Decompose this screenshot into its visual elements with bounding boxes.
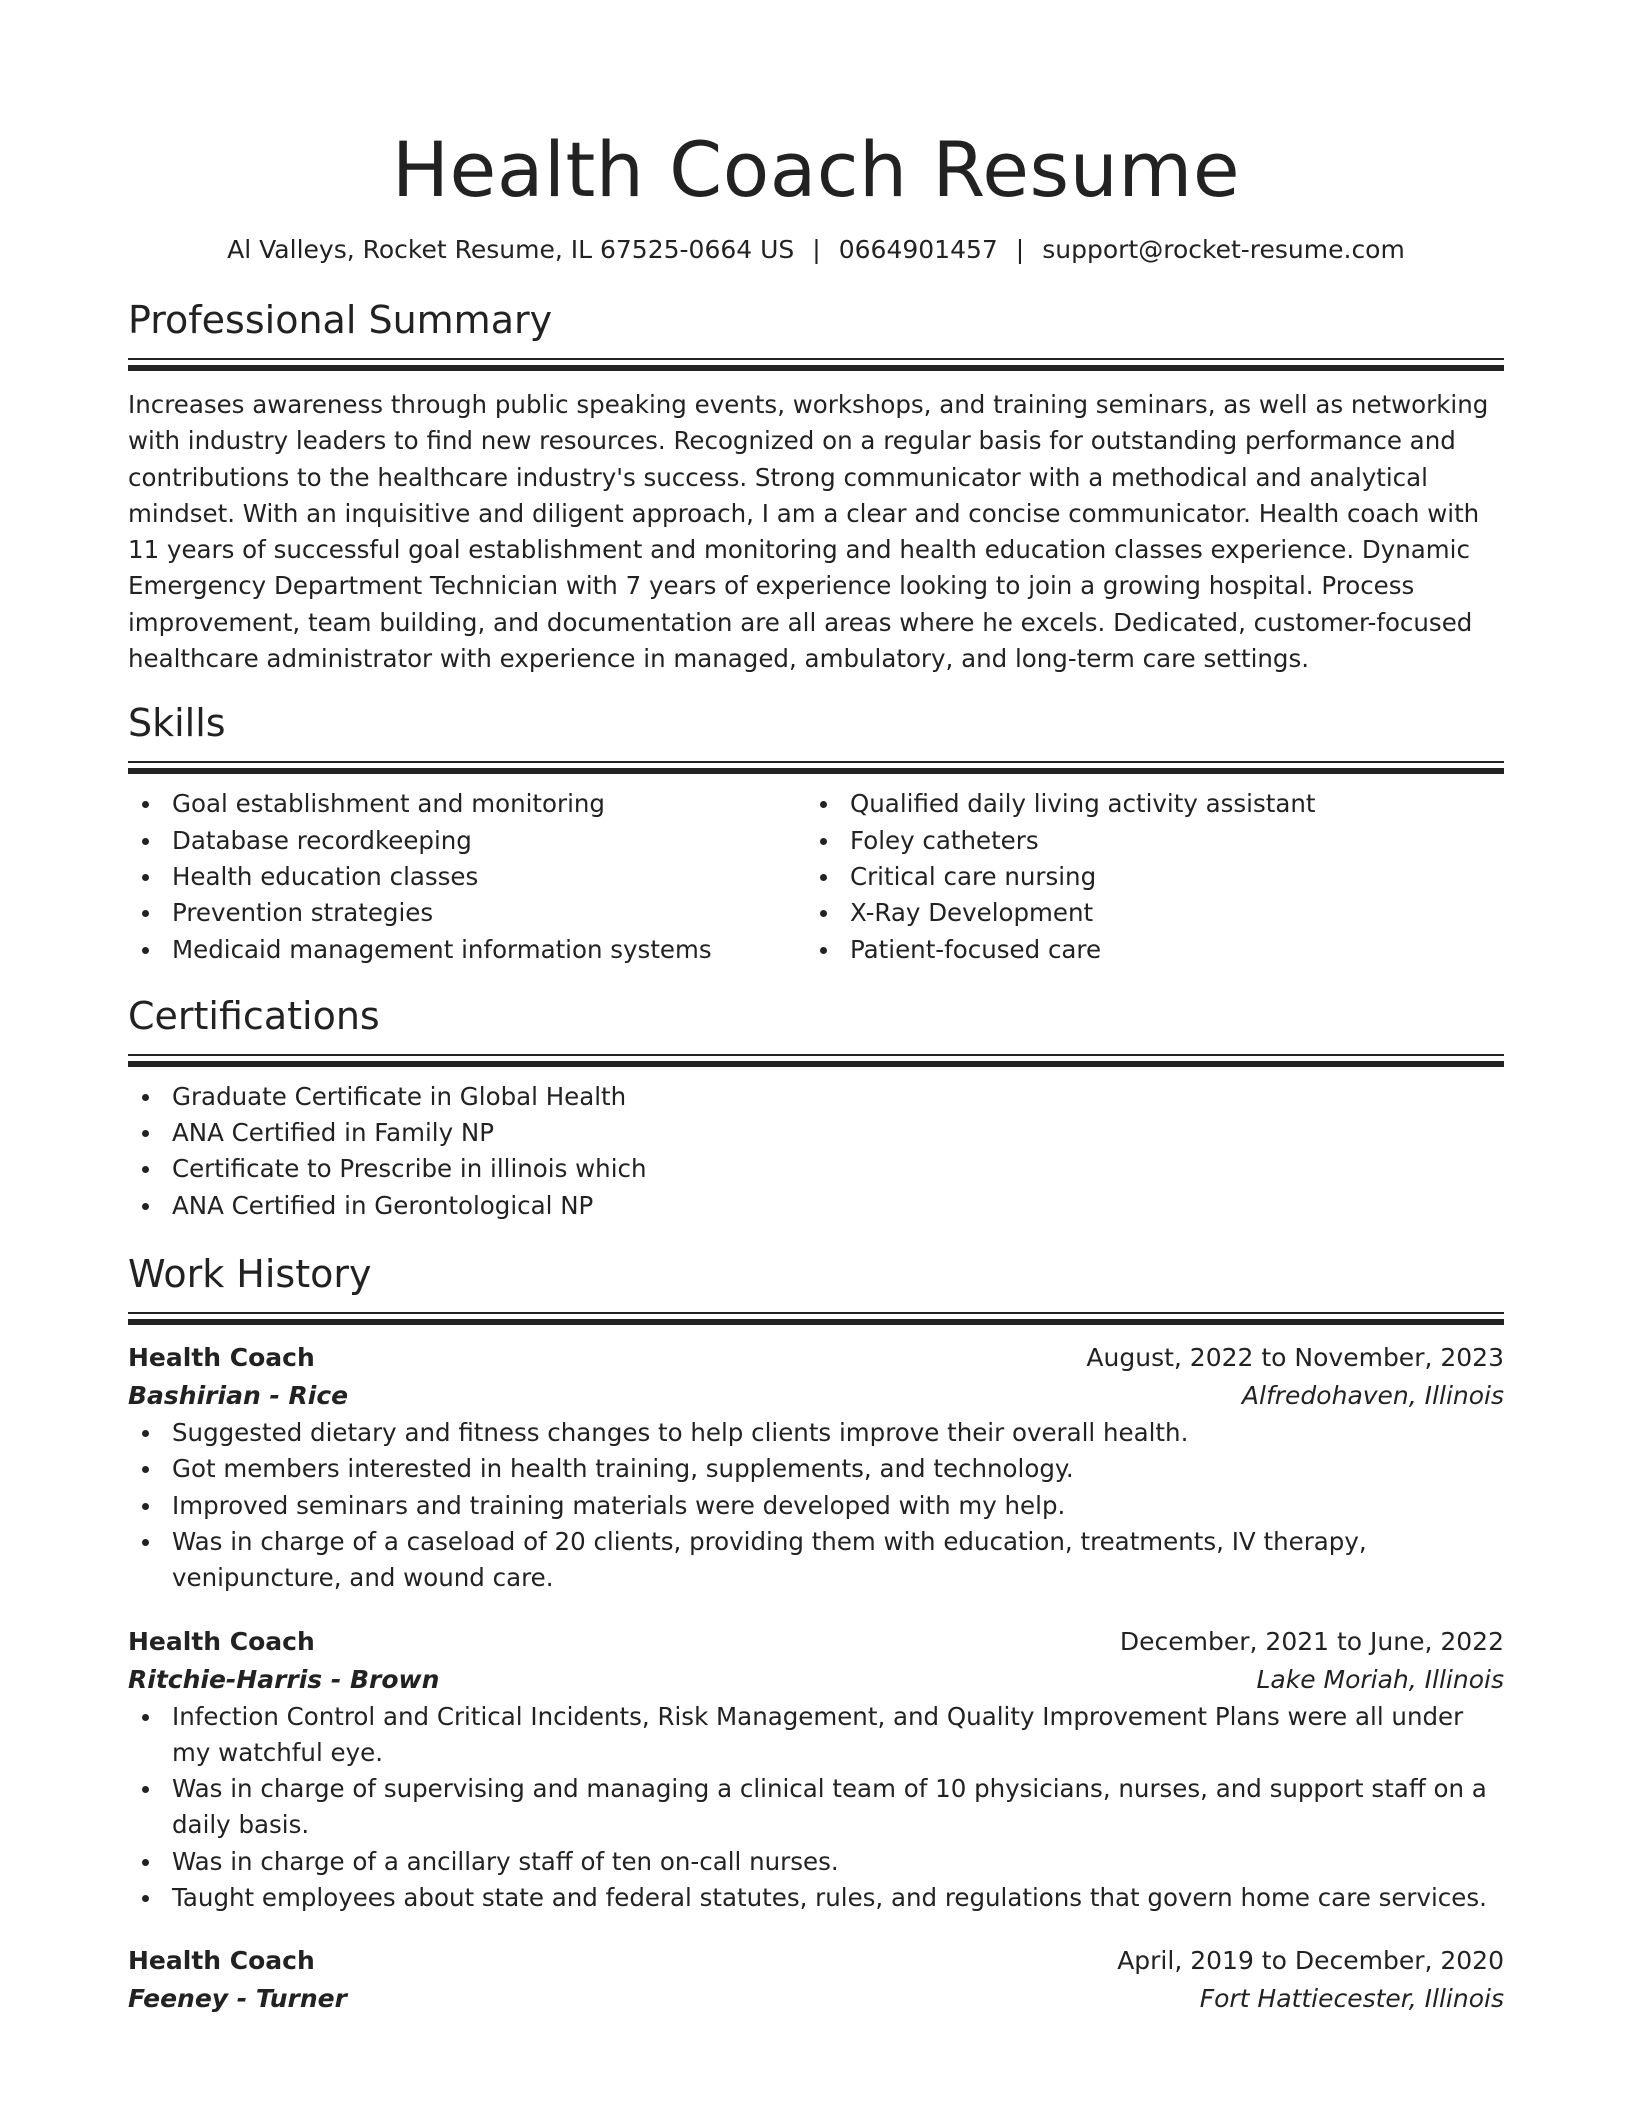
- resume-page: [128, 0, 1504, 2018]
- job-title: Health Coach: [128, 1343, 315, 1373]
- certifications-list: [128, 1079, 1504, 1224]
- job-location: Alfredohaven, Illinois: [1241, 1381, 1504, 1411]
- job-bullet: Was in charge of supervising and managing a clinical team of 10 physicians, nurses, and support staff on a daily basis.: [128, 1771, 1504, 1844]
- contact-email[interactable]: support@rocket-resume.com: [1042, 235, 1405, 264]
- job-company: Feeney - Turner: [128, 1984, 347, 2014]
- job-bullets: [128, 1699, 1504, 1917]
- skill-item: Database recordkeeping: [128, 823, 806, 859]
- skill-item: Medicaid management information systems: [128, 932, 806, 968]
- skill-item: X-Ray Development: [806, 895, 1484, 931]
- certifications-section: [128, 992, 1504, 1224]
- skill-item: Foley catheters: [806, 823, 1484, 859]
- contact-address: Al Valleys, Rocket Resume, IL 67525-0664 US: [227, 235, 795, 264]
- job-bullet: Taught employees about state and federal statutes, rules, and regulations that govern home care services.: [128, 1880, 1504, 1916]
- job-bullet: Improved seminars and training materials were developed with my help.: [128, 1488, 1504, 1524]
- skill-item: Goal establishment and monitoring: [128, 786, 806, 822]
- job-company-row: [128, 1661, 1504, 1699]
- section-heading-skills: Skills: [128, 701, 226, 746]
- job-bullet: Got members interested in health training, supplements, and technology.: [128, 1451, 1504, 1487]
- job-dates: April, 2019 to December, 2020: [1117, 1946, 1504, 1976]
- summary-text: Increases awareness through public speaking events, workshops, and training seminars, as well as networking with industry leaders to find new resources. Recognized on a regular basis for outstanding performance and contributions to the healthcare industry's success. Strong communicator with a methodical and analytical mindset. With an inquisitive and diligent approach, I am a clear and concise communicator. Health coach with 11 years of successful goal establishment and monitoring and health education classes experience. Dynamic Emergency Department Technician with 7 years of experience looking to join a growing hospital. Process improvement, team building, and documentation are all areas where he excels. Dedicated, customer-focused healthcare administrator with experience in managed, ambulatory, and long-term care settings.: [128, 390, 1489, 674]
- contact-line: [128, 234, 1504, 266]
- job-title: Health Coach: [128, 1626, 315, 1656]
- job-dates: August, 2022 to November, 2023: [1086, 1343, 1504, 1373]
- job-dates: December, 2021 to June, 2022: [1119, 1626, 1504, 1656]
- skill-item: Qualified daily living activity assistant: [806, 786, 1484, 822]
- job-bullet: Suggested dietary and fitness changes to help clients improve their overall health.: [128, 1415, 1504, 1451]
- skill-item: Prevention strategies: [128, 895, 806, 931]
- job-title: Health Coach: [128, 1946, 315, 1976]
- certification-item: Graduate Certificate in Global Health: [128, 1079, 1504, 1115]
- job-header-row: [128, 1623, 1504, 1661]
- section-divider: [128, 358, 1504, 371]
- job-company: Bashirian - Rice: [128, 1381, 349, 1411]
- resume-title: Health Coach Resume: [391, 125, 1241, 214]
- skills-section: [128, 699, 1504, 967]
- skills-grid: [128, 786, 1504, 967]
- section-divider: [128, 1054, 1504, 1067]
- job-company-row: [128, 1377, 1504, 1415]
- job-entry: [128, 1942, 1504, 2018]
- summary-section: [128, 296, 1504, 677]
- job-bullets: [128, 1415, 1504, 1596]
- skill-item: Patient-focused care: [806, 932, 1484, 968]
- section-heading-certifications: Certifications: [128, 993, 380, 1038]
- job-entry: [128, 1623, 1504, 1917]
- contact-phone[interactable]: 0664901457: [838, 235, 998, 264]
- work-history-section: [128, 1250, 1504, 2018]
- job-bullet: Infection Control and Critical Incidents, Risk Management, and Quality Improvement Plans were all under my watchful eye.: [128, 1699, 1504, 1772]
- skills-list-left: [128, 786, 806, 967]
- section-heading-work-history: Work History: [128, 1252, 372, 1297]
- job-company-row: [128, 1980, 1504, 2018]
- section-heading-summary: Professional Summary: [128, 298, 553, 342]
- job-company: Ritchie-Harris - Brown: [128, 1664, 440, 1694]
- section-divider: [128, 761, 1504, 774]
- job-header-row: [128, 1339, 1504, 1377]
- certification-item: ANA Certified in Family NP: [128, 1115, 1504, 1151]
- job-location: Fort Hattiecester, Illinois: [1199, 1984, 1504, 2014]
- job-location: Lake Moriah, Illinois: [1256, 1664, 1504, 1694]
- job-entry: [128, 1339, 1504, 1596]
- skill-item: Critical care nursing: [806, 859, 1484, 895]
- certification-item: ANA Certified in Gerontological NP: [128, 1188, 1504, 1224]
- job-bullet: Was in charge of a caseload of 20 clients, providing them with education, treatments, IV therapy, venipuncture, and wound care.: [128, 1524, 1504, 1597]
- contact-separator: |: [1015, 235, 1025, 264]
- job-header-row: [128, 1942, 1504, 1980]
- skill-item: Health education classes: [128, 859, 806, 895]
- job-bullet: Was in charge of a ancillary staff of ten on-call nurses.: [128, 1844, 1504, 1880]
- section-divider: [128, 1312, 1504, 1325]
- certification-item: Certificate to Prescribe in illinois which: [128, 1151, 1504, 1187]
- skills-list-right: [806, 786, 1484, 967]
- contact-separator: |: [812, 235, 821, 264]
